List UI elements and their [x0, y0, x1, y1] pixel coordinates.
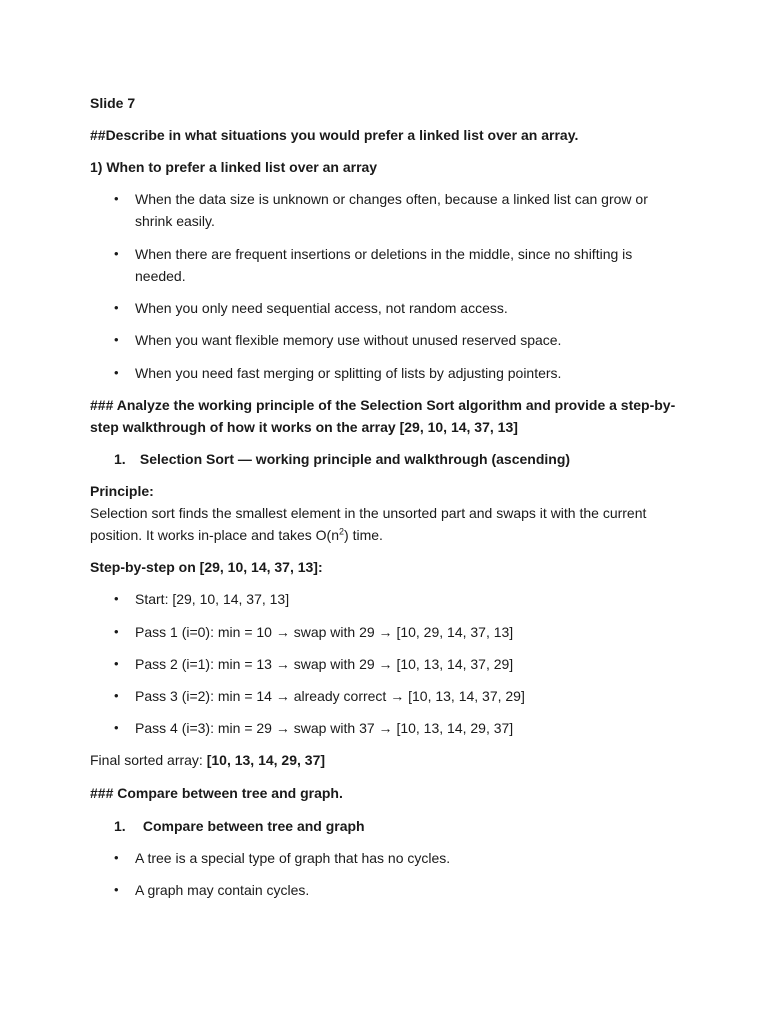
principle-label: Principle:: [90, 483, 154, 499]
list-item-text: Pass 2 (i=1): min = 13 → swap with 29 → [10, 13, 14, 37, 29]: [135, 656, 514, 672]
bullet-icon: •: [114, 191, 119, 206]
list-item-text: Pass 1 (i=0): min = 10 → swap with 29 → [10, 29, 14, 37, 13]: [135, 624, 514, 640]
q3-numbered-heading: [114, 815, 674, 837]
list-number: 1.: [114, 818, 126, 834]
list-item-text: A graph may contain cycles.: [135, 882, 310, 898]
list-number: 1.: [114, 451, 126, 467]
principle-text-end: ) time.: [344, 527, 383, 543]
bullet-icon: •: [114, 365, 119, 380]
list-item-text: Pass 3 (i=2): min = 14 → already correct → [10, 13, 14, 37, 29]: [135, 688, 525, 704]
bullet-icon: •: [114, 882, 119, 897]
bullet-icon: •: [114, 624, 119, 639]
list-item-text: When the data size is unknown or changes often, because a linked list can grow or shrink easily.: [135, 191, 648, 229]
bullet-icon: •: [114, 300, 119, 315]
q2-numbered-title: Selection Sort — working principle and walkthrough (ascending): [139, 451, 571, 467]
final-label: Final sorted array:: [90, 752, 207, 768]
bullet-icon: •: [114, 591, 119, 606]
bullet-icon: •: [114, 688, 119, 703]
bullet-icon: •: [114, 850, 119, 865]
list-item-text: Pass 4 (i=3): min = 29 → swap with 37 → [10, 13, 14, 29, 37]: [135, 720, 514, 736]
q1-subheading: 1) When to prefer a linked list over an array: [90, 159, 378, 175]
bullet-icon: •: [114, 656, 119, 671]
list-item-text: When there are frequent insertions or deletions in the middle, since no shifting is needed.: [135, 246, 633, 284]
list-item-text: Start: [29, 10, 14, 37, 13]: [135, 591, 290, 607]
q3-numbered-title: Compare between tree and graph: [142, 818, 365, 834]
q1-heading: ##Describe in what situations you would prefer a linked list over an array.: [90, 127, 579, 143]
bullet-icon: •: [114, 720, 119, 735]
final-value: [10, 13, 14, 29, 37]: [206, 752, 326, 768]
q2-numbered-heading: [114, 448, 674, 470]
final-result: [90, 749, 690, 771]
principle-text: [90, 502, 685, 546]
steps-label: Step-by-step on [29, 10, 14, 37, 13]:: [90, 559, 323, 575]
principle-superscript: 2: [339, 526, 345, 537]
slide-title: Slide 7: [90, 95, 136, 111]
bullet-icon: •: [114, 332, 119, 347]
list-item-text: When you need fast merging or splitting of lists by adjusting pointers.: [135, 365, 562, 381]
list-item-text: When you only need sequential access, not random access.: [135, 300, 508, 316]
principle-text-main: Selection sort finds the smallest element in the unsorted part and swaps it with the current position. It works in-place and takes O(n: [90, 505, 647, 543]
list-item-text: A tree is a special type of graph that has no cycles.: [135, 850, 451, 866]
q2-heading: ### Analyze the working principle of the Selection Sort algorithm and provide a step-by-step walkthrough of how it works on the array [29, 10, 14, 37, 13]: [90, 397, 676, 435]
q3-heading: ### Compare between tree and graph.: [90, 785, 343, 801]
bullet-icon: •: [114, 246, 119, 261]
list-item-text: When you want flexible memory use without unused reserved space.: [135, 332, 562, 348]
